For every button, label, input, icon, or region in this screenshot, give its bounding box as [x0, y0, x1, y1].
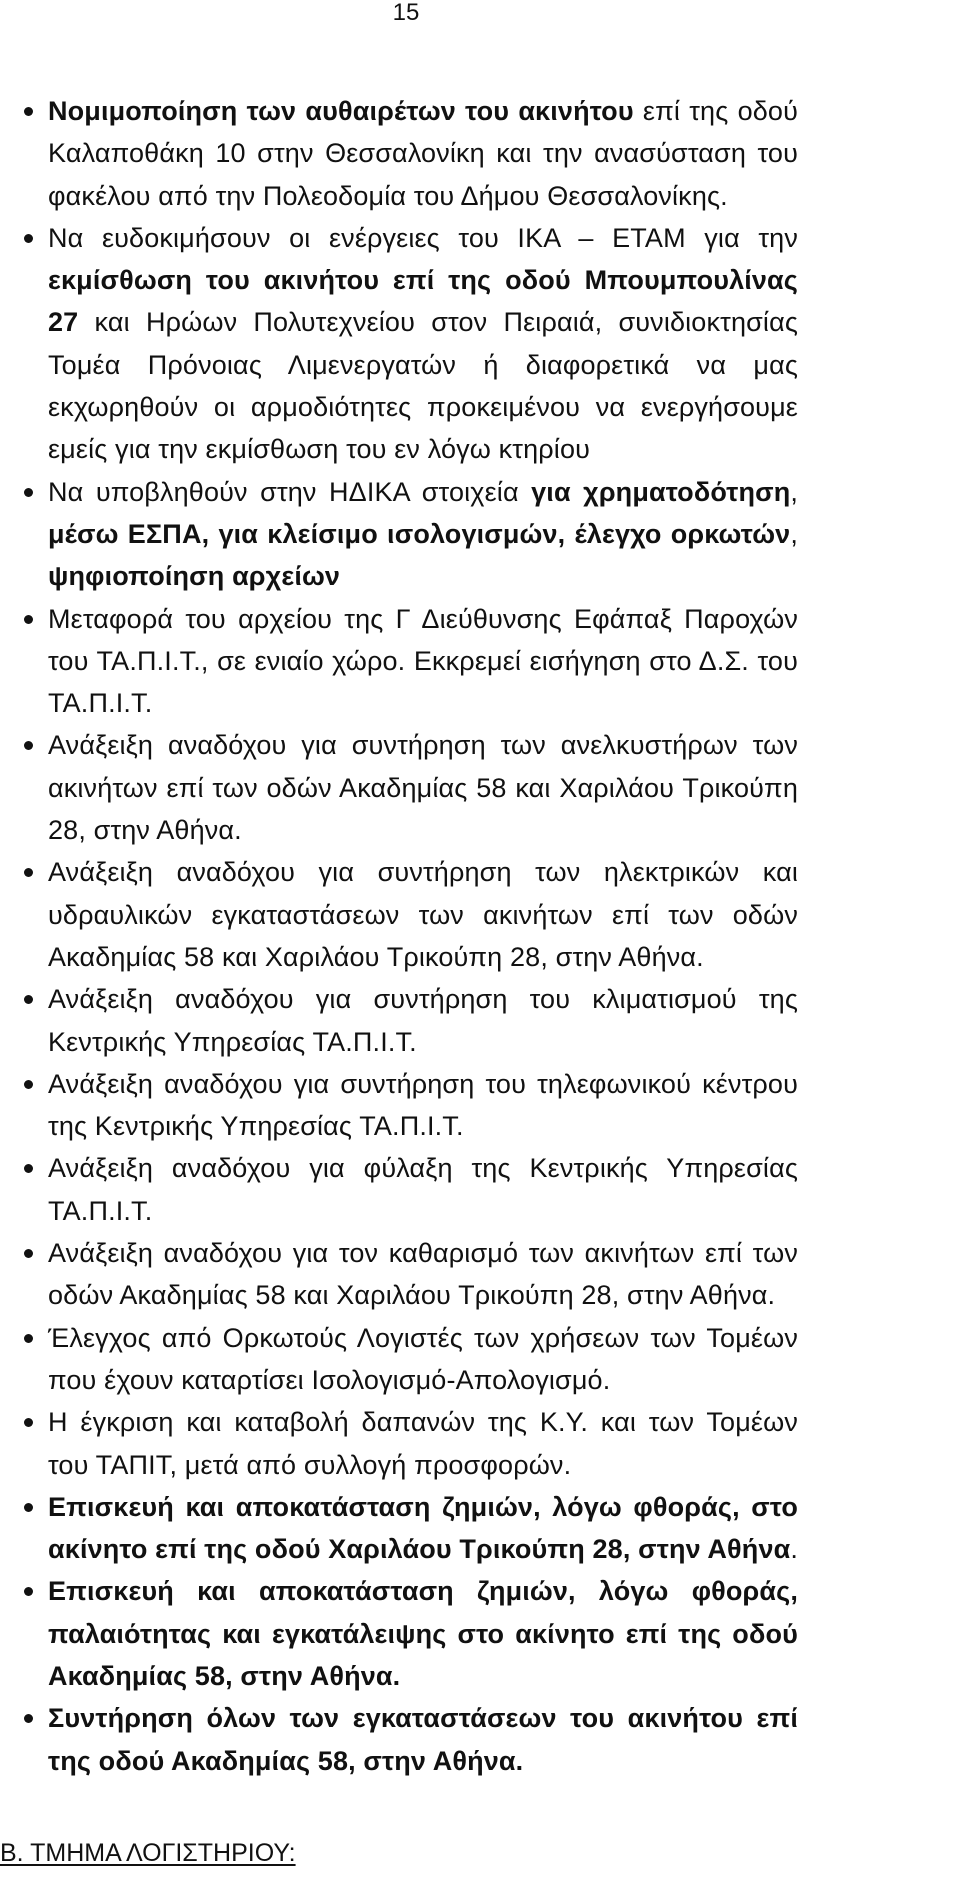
text-segment: Ανάξειξη αναδόχου για φύλαξη της Κεντρικής Υπηρεσίας ΤΑ.Π.Ι.Τ.: [48, 1153, 798, 1226]
bullet-text: [48, 604, 798, 719]
bullet-dot-icon: [24, 107, 33, 116]
bullet-item: [24, 1486, 798, 1571]
bullet-dot-icon: [24, 1249, 33, 1258]
bullet-text: [48, 1238, 798, 1310]
text-segment: ,: [790, 518, 798, 549]
bullet-item: [24, 978, 798, 1063]
bullet-dot-icon: [24, 1080, 33, 1089]
bullet-item: [24, 1232, 798, 1317]
text-segment: .: [790, 1534, 799, 1565]
bullet-text: [48, 1407, 798, 1479]
text-segment: επί της οδού Καλαποθάκη 10 στην Θεσσαλονίκη και την ανασύσταση του φακέλου από την Πολεοδομία του Δήμου Θεσσαλονίκης.: [48, 96, 798, 211]
text-segment: Να ευδοκιμήσουν οι ενέργειες του ΙΚΑ – ΕΤΑΜ για την: [48, 222, 798, 253]
bullet-item: [24, 1147, 798, 1232]
section-heading: Β. ΤΜΗΜΑ ΛΟΓΙΣΤΗΡΙΟΥ:: [0, 1839, 296, 1867]
text-segment: Έλεγχος από Ορκωτούς Λογιστές των χρήσεων των Τομέων που έχουν καταρτίσει Ισολογισμό-Απολογισμό.: [48, 1322, 798, 1395]
bullet-dot-icon: [24, 488, 33, 497]
bullet-text: [48, 477, 798, 592]
bullet-dot-icon: [24, 1587, 33, 1596]
text-segment: Ανάξειξη αναδόχου για συντήρηση των ανελκυστήρων των ακινήτων επί των οδών Ακαδημίας 58 και Χαριλάου Τρικούπη 28, στην Αθήνα.: [48, 730, 798, 846]
text-segment: Μεταφορά του αρχείου της Γ Διεύθυνσης Εφάπαξ Παροχών του ΤΑ.Π.Ι.Τ., σε ενιαίο χώρο. Εκκρεμεί εισήγηση στο Δ.Σ. του ΤΑ.Π.Ι.Τ.: [48, 603, 798, 719]
bold-segment: ψηφιοποίηση αρχείων: [48, 561, 341, 592]
bold-segment: Συντήρηση όλων των εγκαταστάσεων του ακινήτου επί της οδού Ακαδημίας 58, στην Αθήνα.: [48, 1703, 798, 1776]
bullet-dot-icon: [24, 234, 33, 243]
bullet-dot-icon: [24, 615, 33, 624]
bullet-item: [24, 1570, 798, 1697]
bullet-item: [24, 1697, 798, 1782]
bullet-text: [48, 1576, 798, 1691]
bullet-text: [48, 730, 798, 845]
bullet-text: [48, 984, 798, 1056]
text-segment: και Ηρώων Πολυτεχνείου στον Πειραιά, συνιδιοκτησίας Τομέα Πρόνοιας Λιμενεργατών ή διαφορετικά να μας εκχωρηθούν οι αρμοδιότητες προκειμένου να ενεργήσουμε εμείς για την εκμίσθωση του εν λόγω κτηρίου: [48, 307, 798, 465]
text-segment: Ανάξειξη αναδόχου για συντήρηση του κλιματισμού της Κεντρικής Υπηρεσίας ΤΑ.Π.Ι.Τ.: [48, 984, 798, 1057]
bullet-text: [48, 96, 798, 211]
bold-segment: Νομιμοποίηση των αυθαιρέτων του ακινήτου: [48, 96, 634, 126]
bullet-dot-icon: [24, 868, 33, 877]
text-segment: ,: [790, 476, 799, 507]
bullet-item: [24, 217, 798, 471]
bold-segment: Επισκευή και αποκατάσταση ζημιών, λόγω φθοράς, στο ακίνητο επί της οδού Χαριλάου Τρικούπη 28, στην Αθήνα: [48, 1491, 798, 1565]
bold-segment: για χρηματοδότηση: [531, 476, 791, 507]
bullet-text: [48, 1703, 798, 1775]
bullet-dot-icon: [24, 995, 33, 1004]
page-number: 15: [392, 0, 420, 26]
bullet-item: [24, 724, 798, 851]
bullet-text: [48, 1323, 798, 1395]
bullet-text: [48, 1153, 798, 1225]
text-segment: Η έγκριση και καταβολή δαπανών της Κ.Υ. και των Τομέων του ΤΑΠΙΤ, μετά από συλλογή προσφορών.: [48, 1407, 798, 1480]
bullet-text: [48, 857, 798, 972]
text-segment: Ανάξειξη αναδόχου για συντήρηση του τηλεφωνικού κέντρου της Κεντρικής Υπηρεσίας ΤΑ.Π.Ι.Τ.: [48, 1068, 798, 1142]
bullet-item: [24, 90, 798, 217]
bullet-item: [24, 851, 798, 978]
text-segment: Να υποβληθούν στην ΗΔΙΚΑ στοιχεία: [48, 476, 532, 507]
bullet-dot-icon: [24, 741, 33, 750]
task-bullet-list: [24, 90, 954, 1782]
bullet-item: [24, 471, 798, 598]
bullet-dot-icon: [24, 1503, 33, 1512]
bold-segment: μέσω ΕΣΠΑ, για κλείσιμο ισολογισμών, έλεγχο ορκωτών: [48, 518, 791, 549]
bullet-dot-icon: [24, 1714, 33, 1723]
bullet-item: [24, 1317, 798, 1402]
bullet-text: [48, 223, 798, 464]
bullet-text: [48, 1069, 798, 1141]
bullet-item: [24, 598, 798, 725]
bold-segment: εκμίσθωση του ακινήτου επί της οδού Μπουμπουλίνας 27: [48, 265, 798, 338]
bullet-item: [24, 1401, 798, 1486]
bullet-dot-icon: [24, 1418, 33, 1427]
bullet-item: [24, 1063, 798, 1148]
bullet-dot-icon: [24, 1334, 33, 1343]
text-segment: Ανάξειξη αναδόχου για συντήρηση των ηλεκτρικών και υδραυλικών εγκαταστάσεων των ακινήτων επί των οδών Ακαδημίας 58 και Χαριλάου Τρικούπη 28, στην Αθήνα.: [48, 857, 798, 972]
text-segment: Ανάξειξη αναδόχου για τον καθαρισμό των ακινήτων επί των οδών Ακαδημίας 58 και Χαριλάου Τρικούπη 28, στην Αθήνα.: [48, 1238, 798, 1311]
bullet-dot-icon: [24, 1164, 33, 1173]
bullet-text: [48, 1492, 798, 1564]
bold-segment: Επισκευή και αποκατάσταση ζημιών, λόγω φθοράς, παλαιότητας και εγκατάλειψης στο ακίνητο επί της οδού Ακαδημίας 58, στην Αθήνα.: [48, 1576, 798, 1691]
